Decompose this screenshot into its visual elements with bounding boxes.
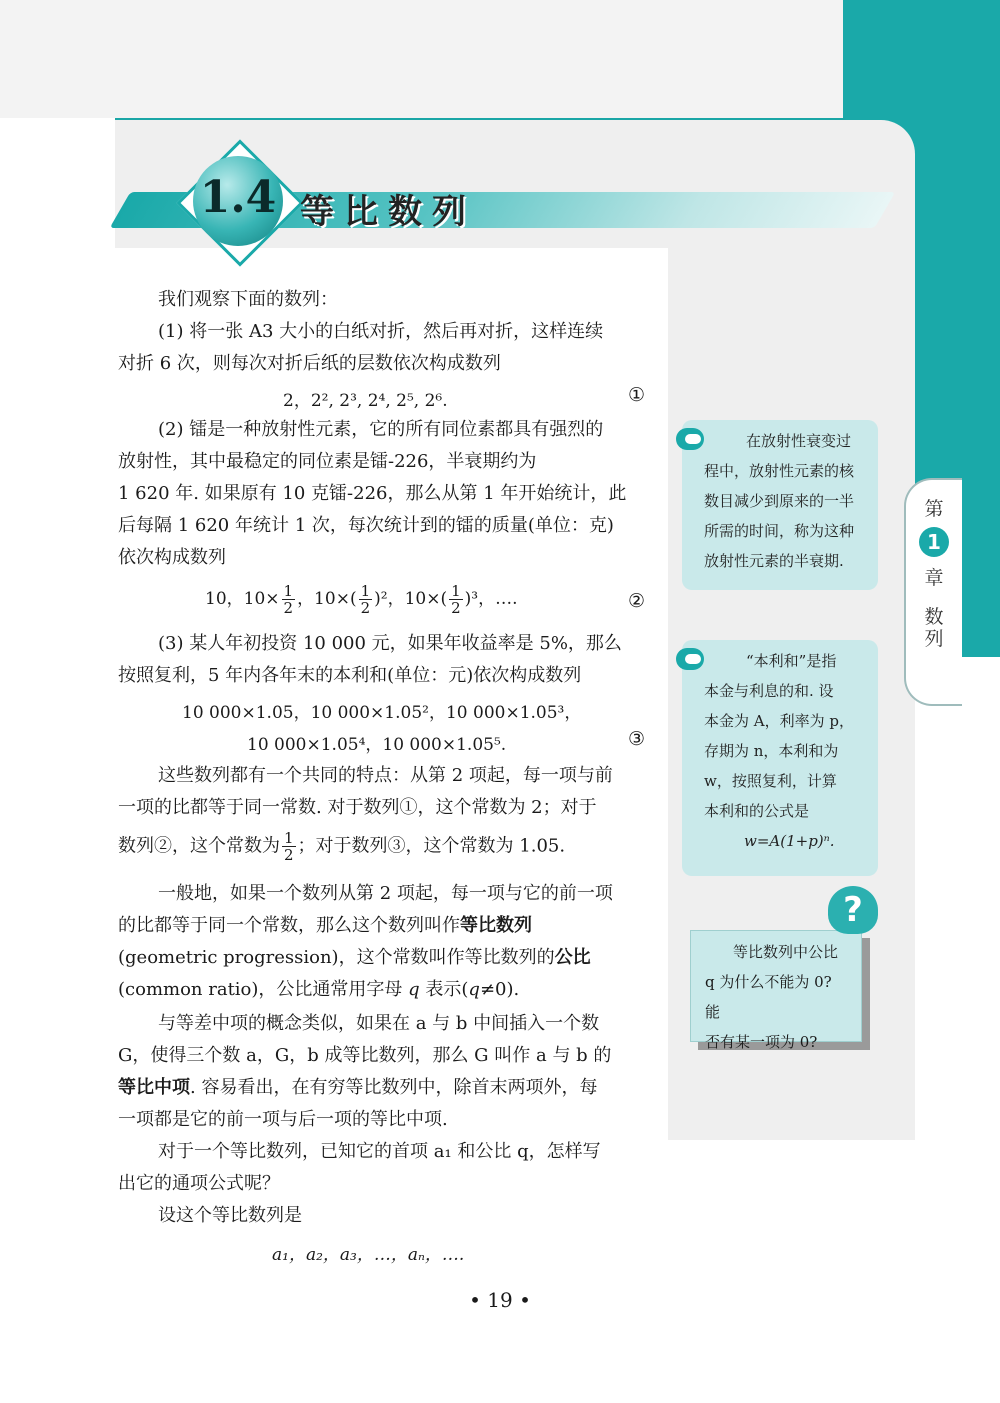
example-2-line-3: 1 620 年. 如果原有 10 克镭-226，那么从第 1 年开始统计，此 — [118, 483, 627, 504]
example-1-line-2: 对折 6 次，则每次对折后纸的层数依次构成数列 — [118, 353, 501, 374]
definition-line-3: (geometric progression)，这个常数叫作等比数列的公比 — [118, 947, 591, 968]
example-2-line-1: (2) 镭是一种放射性元素，它的所有同位素都具有强烈的 — [158, 419, 604, 440]
observation-line-2: 一项的比都等于同一常数. 对于数列①，这个常数为 2；对于 — [118, 797, 597, 818]
sequence-2: 10，10× $\frac{1}{2}$ ，10×( $\frac{1}{2}$ )²，10×( $\frac{1}{2}$ )³，…. — [205, 582, 518, 617]
note-arrow-icon — [676, 648, 704, 670]
chapter-tab — [904, 478, 962, 706]
chapter-di: 第 — [924, 498, 944, 520]
equation-tag-1: ① — [628, 384, 646, 406]
fraction-half: $\frac{1}{2}$ — [283, 582, 294, 617]
section-title: 等比数列 — [300, 192, 476, 232]
geometric-mean-line-4: 一项都是它的前一项与后一项的等比中项. — [118, 1109, 448, 1130]
page-number: • 19 • — [469, 1288, 531, 1312]
example-1-line-1: (1) 将一张 A3 大小的白纸对折，然后再对折，这样连续 — [158, 321, 604, 342]
setup-line: 设这个等比数列是 — [158, 1205, 302, 1226]
fraction-half: $\frac{1}{2}$ — [284, 829, 294, 864]
equation-tag-2: ② — [628, 590, 646, 612]
question-line-2: 出它的通项公式呢？ — [118, 1173, 280, 1194]
example-2-line-5: 依次构成数列 — [118, 547, 226, 568]
example-3-line-1: (3) 某人年初投资 10 000 元，如果年收益率是 5%，那么 — [158, 633, 622, 654]
geometric-mean-line-3: 等比中项. 容易看出，在有穷等比数列中，除首末两项外，每 — [118, 1077, 598, 1098]
observation-line-3: 数列②，这个常数为 $\frac{1}{2}$ ；对于数列③，这个常数为 1.05. — [118, 829, 566, 864]
question-head-icon: ? — [828, 886, 878, 934]
definition-line-1: 一般地，如果一个数列从第 2 项起，每一项与它的前一项 — [158, 883, 613, 904]
geometric-mean-line-2: G，使得三个数 a，G，b 成等比数列，那么 G 叫作 a 与 b 的 — [118, 1045, 612, 1066]
sequence-4: a₁，a₂，a₃，…，aₙ，…. — [272, 1245, 465, 1265]
fraction-half: $\frac{1}{2}$ — [451, 582, 461, 617]
example-2-line-4: 后每隔 1 620 年统计 1 次，每次统计到的镭的质量(单位：克) — [118, 515, 614, 536]
section-number: 1.4 — [199, 172, 277, 223]
header-rule — [115, 118, 845, 120]
definition-line-2: 的比都等于同一个常数，那么这个数列叫作等比数列 — [118, 915, 532, 936]
observation-line-1: 这些数列都有一个共同的特点：从第 2 项起，每一项与前 — [158, 765, 613, 786]
fraction-half: $\frac{1}{2}$ — [360, 582, 371, 617]
side-note-compound-interest: “本利和”是指 本金与利息的和. 设 本金为 A，利率为 p， 存期为 n，本利和为 w，按照复利，计算 本利和的公式是 w=A(1+p)ⁿ. — [682, 640, 878, 876]
think-question-box: 等比数列中公比 q 为什么不能为 0? 能 否有某一项为 0? — [690, 930, 862, 1042]
paragraph-intro: 我们观察下面的数列： — [158, 289, 338, 310]
chapter-zhang: 章 — [924, 567, 944, 589]
chapter-title: 数 列 — [924, 606, 944, 650]
sequence-3-line-1: 10 000×1.05，10 000×1.05²，10 000×1.05³， — [182, 703, 582, 723]
question-line-1: 对于一个等比数列，已知它的首项 a₁ 和公比 q，怎样写 — [158, 1141, 601, 1162]
sequence-1: 2，2², 2³, 2⁴, 2⁵, 2⁶. — [283, 391, 448, 411]
example-2-line-2: 放射性，其中最稳定的同位素是镭-226，半衰期约为 — [118, 451, 537, 472]
definition-line-4: (common ratio)，公比通常用字母 q 表示(q≠0). — [118, 979, 520, 1000]
chapter-number-badge: 1 — [919, 527, 949, 557]
note-arrow-icon — [676, 428, 704, 450]
geometric-mean-line-1: 与等差中项的概念类似，如果在 a 与 b 中间插入一个数 — [158, 1013, 600, 1034]
equation-tag-3: ③ — [628, 728, 646, 750]
side-note-half-life: 在放射性衰变过 程中，放射性元素的核 数目减少到原来的一半 所需的时间，称为这种 放射性元素的半衰期. — [682, 420, 878, 590]
example-3-line-2: 按照复利，5 年内各年末的本利和(单位：元)依次构成数列 — [118, 665, 582, 686]
sequence-3-line-2: 10 000×1.05⁴，10 000×1.05⁵. — [247, 735, 507, 755]
